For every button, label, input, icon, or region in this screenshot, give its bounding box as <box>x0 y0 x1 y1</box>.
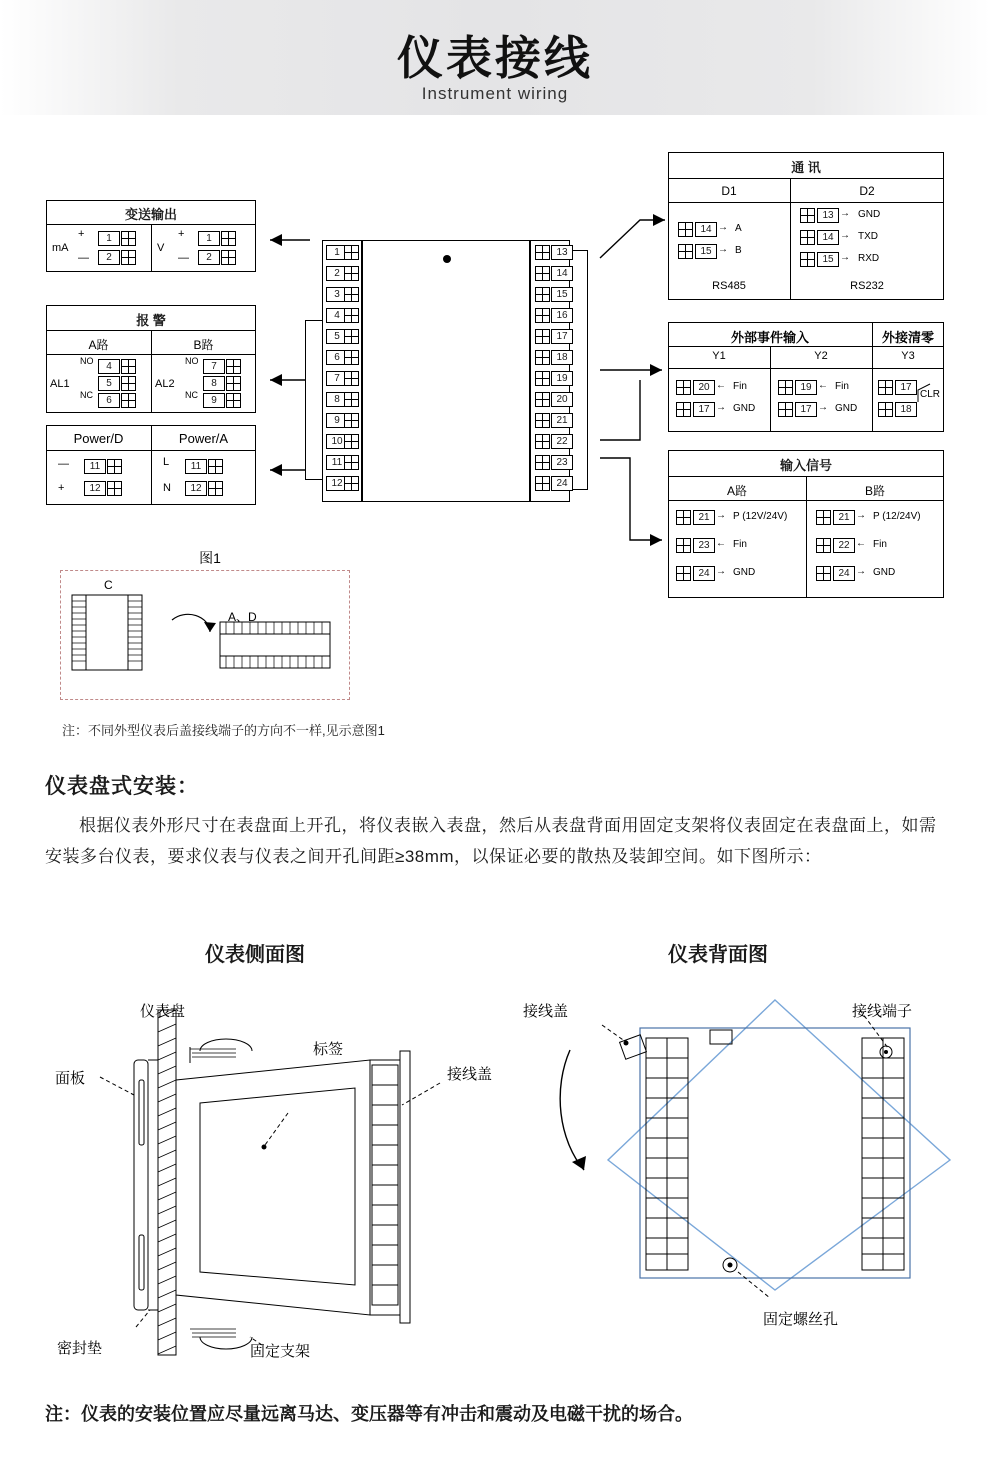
screw-icon <box>344 245 359 260</box>
terminal-cell: 24 <box>833 566 855 581</box>
screw-icon <box>678 222 693 237</box>
device-right-strip <box>570 250 588 490</box>
terminal-cell: 2 <box>326 266 348 281</box>
screw-icon <box>816 538 831 553</box>
label-screw-hole: 固定螺丝孔 <box>763 1311 839 1328</box>
transmit-v-plus: + <box>178 228 185 240</box>
screw-icon <box>676 510 691 525</box>
screw-icon <box>121 231 136 246</box>
input-signal-label: GND <box>873 567 896 578</box>
terminal-cell: 1 <box>326 245 348 260</box>
power-dc-plus: + <box>58 482 65 494</box>
alarm-b-nc: NC <box>185 390 198 400</box>
screw-icon <box>344 371 359 386</box>
power-n-label: N <box>163 482 171 494</box>
page-header <box>0 0 990 115</box>
transmit-v-label: V <box>157 242 165 254</box>
screw-icon <box>676 566 691 581</box>
screw-icon <box>344 413 359 428</box>
alarm-b-name: AL2 <box>155 378 175 390</box>
power-ac-title: Power/A <box>178 431 229 446</box>
label-gasket: 密封垫 <box>57 1340 103 1357</box>
terminal-cell: 15 <box>695 244 717 259</box>
terminal-cell: 14 <box>817 230 839 245</box>
label-panel-board: 仪表盘 <box>140 1003 186 1020</box>
device-side-strip <box>305 320 323 480</box>
terminal-cell: 18 <box>551 350 573 365</box>
terminal-cell: 10 <box>326 434 348 449</box>
screw-icon <box>208 459 223 474</box>
terminal-cell: 9 <box>326 413 348 428</box>
terminal-cell: 4 <box>98 359 120 374</box>
screw-icon <box>344 476 359 491</box>
screw-icon <box>344 329 359 344</box>
label-wiring-cover-back: 接线盖 <box>523 1003 569 1020</box>
terminal-cell: 13 <box>551 245 573 260</box>
page-root: 仪表接线 Instrument wiring 变送输出 mA + — 1 2 V + — 1 2 报 警 A路 B路 AL1 NO NC 4 5 6 AL2 NO NC 7 8 9 Power/D Power/A — + 11 12 L N 11 12 1 2 3 4 5 6 7 8 9 10 11 12 13 14 15 16 17 18 19 20 21 22 23 24 通 讯 D1 D2 14 → A 15 → B RS485 13 → GND 14 → TXD 15 → RXD RS232 外部事件输入 外接清零 Y1 Y2 Y3 20 ← Fin 17 → GND 19 ← Fin 17 → GND 17 18 CLR 输入信号 A路 B路 21 → P (12V/24V) 23 ← Fin 24 → GND 21 → P (12/24V) 22 ← Fin 24 → GND 图1 C A、D 注：不同外型仪表后盖接线端子的方向不一样,见示意图1 仪表盘式安装： 根据仪表外形尺寸在表盘面上开孔，将仪表嵌入表盘，然后从表盘背面用固定支架将仪表固定在表盘面上，如需安装多台仪表，要求仪表与仪表之间开孔间距≥38mm，以保证必要的散热及装卸空间。如下图所示： 仪表侧面图 仪表盘 面板 标签 接线盖 密封垫 固定支架 仪表背面图 接线盖 接线端子 固定螺丝孔 注：仪表的安装位置应尽量远离马达、变压器等有冲击和震动及电磁干扰的场合。 <box>0 0 990 1478</box>
comm-signal-label: TXD <box>858 231 878 242</box>
terminal-cell: 9 <box>203 393 225 408</box>
alarm-b-no: NO <box>185 356 199 366</box>
screw-icon <box>535 245 550 260</box>
terminal-cell: 22 <box>551 434 573 449</box>
comm-signal-label: B <box>735 245 742 256</box>
fig1-caption: 图1 <box>199 550 221 566</box>
screw-icon <box>816 510 831 525</box>
input-signal-label: P (12V/24V) <box>733 511 788 522</box>
screw-icon <box>344 350 359 365</box>
screw-icon <box>878 402 893 417</box>
screw-icon <box>535 308 550 323</box>
input-signal-label: Fin <box>733 539 747 550</box>
transmit-v-minus: — <box>178 252 189 264</box>
terminal-cell: 11 <box>326 455 348 470</box>
terminal-cell: 20 <box>551 392 573 407</box>
screw-icon <box>344 455 359 470</box>
screw-icon <box>778 380 793 395</box>
device-body <box>362 240 530 502</box>
terminal-cell: 20 <box>693 380 715 395</box>
fig1-label-c: C <box>104 578 113 592</box>
terminal-cell: 6 <box>98 393 120 408</box>
device-indicator-dot <box>443 255 451 263</box>
screw-icon <box>535 413 550 428</box>
event-clr-label: CLR <box>920 389 941 400</box>
input-signal-label: GND <box>733 567 756 578</box>
event-y1-label: Y1 <box>712 350 726 362</box>
screw-icon <box>535 371 550 386</box>
terminal-cell: 22 <box>833 538 855 553</box>
screw-icon <box>676 380 691 395</box>
screw-icon <box>107 459 122 474</box>
event-signal-label: GND <box>835 403 858 414</box>
terminal-cell: 17 <box>551 329 573 344</box>
event-title-left: 外部事件输入 <box>730 330 809 345</box>
event-signal-label: Fin <box>835 381 849 392</box>
comm-rs485-label: RS485 <box>712 280 746 292</box>
fig1-note: 注：不同外型仪表后盖接线端子的方向不一样,见示意图1 <box>62 723 385 738</box>
install-heading: 仪表盘式安装： <box>45 775 199 798</box>
terminal-cell: 17 <box>693 402 715 417</box>
terminal-cell: 1 <box>98 231 120 246</box>
screw-icon <box>121 376 136 391</box>
screw-icon <box>121 250 136 265</box>
screw-icon <box>226 376 241 391</box>
terminal-cell: 2 <box>98 250 120 265</box>
terminal-cell: 18 <box>895 402 917 417</box>
screw-icon <box>226 393 241 408</box>
input-signal-title: 输入信号 <box>779 458 832 473</box>
terminal-cell: 13 <box>817 208 839 223</box>
screw-icon <box>344 287 359 302</box>
terminal-cell: 17 <box>795 402 817 417</box>
terminal-cell: 17 <box>895 380 917 395</box>
event-y3-label: Y3 <box>901 350 915 362</box>
transmit-ma-minus: — <box>78 252 89 264</box>
power-dc-title: Power/D <box>73 431 124 446</box>
label-tag: 标签 <box>313 1041 344 1058</box>
input-signal-label: Fin <box>873 539 887 550</box>
terminal-cell: 12 <box>84 481 106 496</box>
terminal-cell: 14 <box>551 266 573 281</box>
terminal-cell: 3 <box>326 287 348 302</box>
comm-d2-label: D2 <box>859 184 875 198</box>
screw-icon <box>121 359 136 374</box>
terminal-cell: 7 <box>203 359 225 374</box>
event-title-right: 外接清零 <box>881 330 934 345</box>
label-front-panel: 面板 <box>55 1070 86 1087</box>
terminal-cell: 1 <box>198 231 220 246</box>
screw-icon <box>344 434 359 449</box>
power-dc-minus: — <box>58 458 69 470</box>
terminal-cell: 7 <box>326 371 348 386</box>
transmit-ma-label: mA <box>52 242 69 254</box>
install-paragraph: 根据仪表外形尺寸在表盘面上开孔，将仪表嵌入表盘，然后从表盘背面用固定支架将仪表固定在表盘面上，如需安装多台仪表，要求仪表与仪表之间开孔间距≥38mm，以保证必要的散热及装卸空间。如下图所示： <box>45 816 937 866</box>
screw-icon <box>535 476 550 491</box>
terminal-cell: 11 <box>185 459 207 474</box>
power-l-label: L <box>163 456 170 468</box>
back-view-title: 仪表背面图 <box>668 944 768 966</box>
label-wiring-cover-side: 接线盖 <box>447 1066 493 1083</box>
alarm-col-a: A路 <box>88 338 109 352</box>
terminal-cell: 23 <box>551 455 573 470</box>
screw-icon <box>535 329 550 344</box>
screw-icon <box>535 266 550 281</box>
screw-icon <box>800 252 815 267</box>
screw-icon <box>221 231 236 246</box>
terminal-cell: 15 <box>551 287 573 302</box>
input-col-b: B路 <box>864 484 885 498</box>
terminal-cell: 4 <box>326 308 348 323</box>
alarm-a-no: NO <box>80 356 94 366</box>
label-bracket: 固定支架 <box>250 1343 311 1360</box>
alarm-title: 报 警 <box>136 313 166 328</box>
back-view-graphic <box>560 990 980 1330</box>
screw-icon <box>208 481 223 496</box>
switch-icon <box>916 378 956 418</box>
screw-icon <box>535 455 550 470</box>
comm-signal-label: GND <box>858 209 881 220</box>
terminal-cell: 6 <box>326 350 348 365</box>
screw-icon <box>676 402 691 417</box>
comm-rs232-label: RS232 <box>850 280 884 292</box>
comm-d1-label: D1 <box>721 184 737 198</box>
terminal-cell: 15 <box>817 252 839 267</box>
input-signal-label: P (12/24V) <box>873 511 921 522</box>
terminal-cell: 16 <box>551 308 573 323</box>
transmit-ma-plus: + <box>78 228 85 240</box>
screw-icon <box>344 308 359 323</box>
terminal-cell: 12 <box>326 476 348 491</box>
page-title: 仪表接线 <box>397 32 593 84</box>
fig1-graphic <box>60 570 380 710</box>
comm-signal-label: A <box>735 223 742 234</box>
terminal-cell: 19 <box>551 371 573 386</box>
terminal-cell: 21 <box>693 510 715 525</box>
terminal-cell: 14 <box>695 222 717 237</box>
transmit-output-title: 变送输出 <box>124 207 177 222</box>
terminal-cell: 21 <box>551 413 573 428</box>
comm-title: 通 讯 <box>791 160 821 175</box>
screw-icon <box>221 250 236 265</box>
screw-icon <box>676 538 691 553</box>
terminal-cell: 24 <box>693 566 715 581</box>
bottom-note: 注：仪表的安装位置应尽量远离马达、变压器等有冲击和震动及电磁干扰的场合。 <box>45 1404 693 1424</box>
side-view-title: 仪表侧面图 <box>205 944 305 966</box>
fig1-label-ad: A、D <box>228 610 257 624</box>
screw-icon <box>778 402 793 417</box>
screw-icon <box>878 380 893 395</box>
terminal-cell: 2 <box>198 250 220 265</box>
terminal-cell: 5 <box>98 376 120 391</box>
terminal-cell: 8 <box>203 376 225 391</box>
screw-icon <box>678 244 693 259</box>
event-signal-label: GND <box>733 403 756 414</box>
event-signal-label: Fin <box>733 381 747 392</box>
screw-icon <box>535 434 550 449</box>
screw-icon <box>800 230 815 245</box>
terminal-cell: 23 <box>693 538 715 553</box>
screw-icon <box>344 266 359 281</box>
screw-icon <box>535 287 550 302</box>
page-subtitle: Instrument wiring <box>421 84 569 103</box>
terminal-cell: 8 <box>326 392 348 407</box>
event-y2-label: Y2 <box>814 350 828 362</box>
screw-icon <box>535 392 550 407</box>
terminal-cell: 12 <box>185 481 207 496</box>
comm-signal-label: RXD <box>858 253 880 264</box>
screw-icon <box>344 392 359 407</box>
screw-icon <box>121 393 136 408</box>
terminal-cell: 11 <box>84 459 106 474</box>
screw-icon <box>535 350 550 365</box>
alarm-col-b: B路 <box>193 338 214 352</box>
input-col-a: A路 <box>726 484 747 498</box>
alarm-a-nc: NC <box>80 390 93 400</box>
screw-icon <box>800 208 815 223</box>
alarm-a-name: AL1 <box>50 378 70 390</box>
screw-icon <box>816 566 831 581</box>
terminal-cell: 19 <box>795 380 817 395</box>
label-terminal: 接线端子 <box>852 1003 913 1020</box>
screw-icon <box>107 481 122 496</box>
terminal-cell: 24 <box>551 476 573 491</box>
screw-icon <box>226 359 241 374</box>
terminal-cell: 21 <box>833 510 855 525</box>
terminal-cell: 5 <box>326 329 348 344</box>
